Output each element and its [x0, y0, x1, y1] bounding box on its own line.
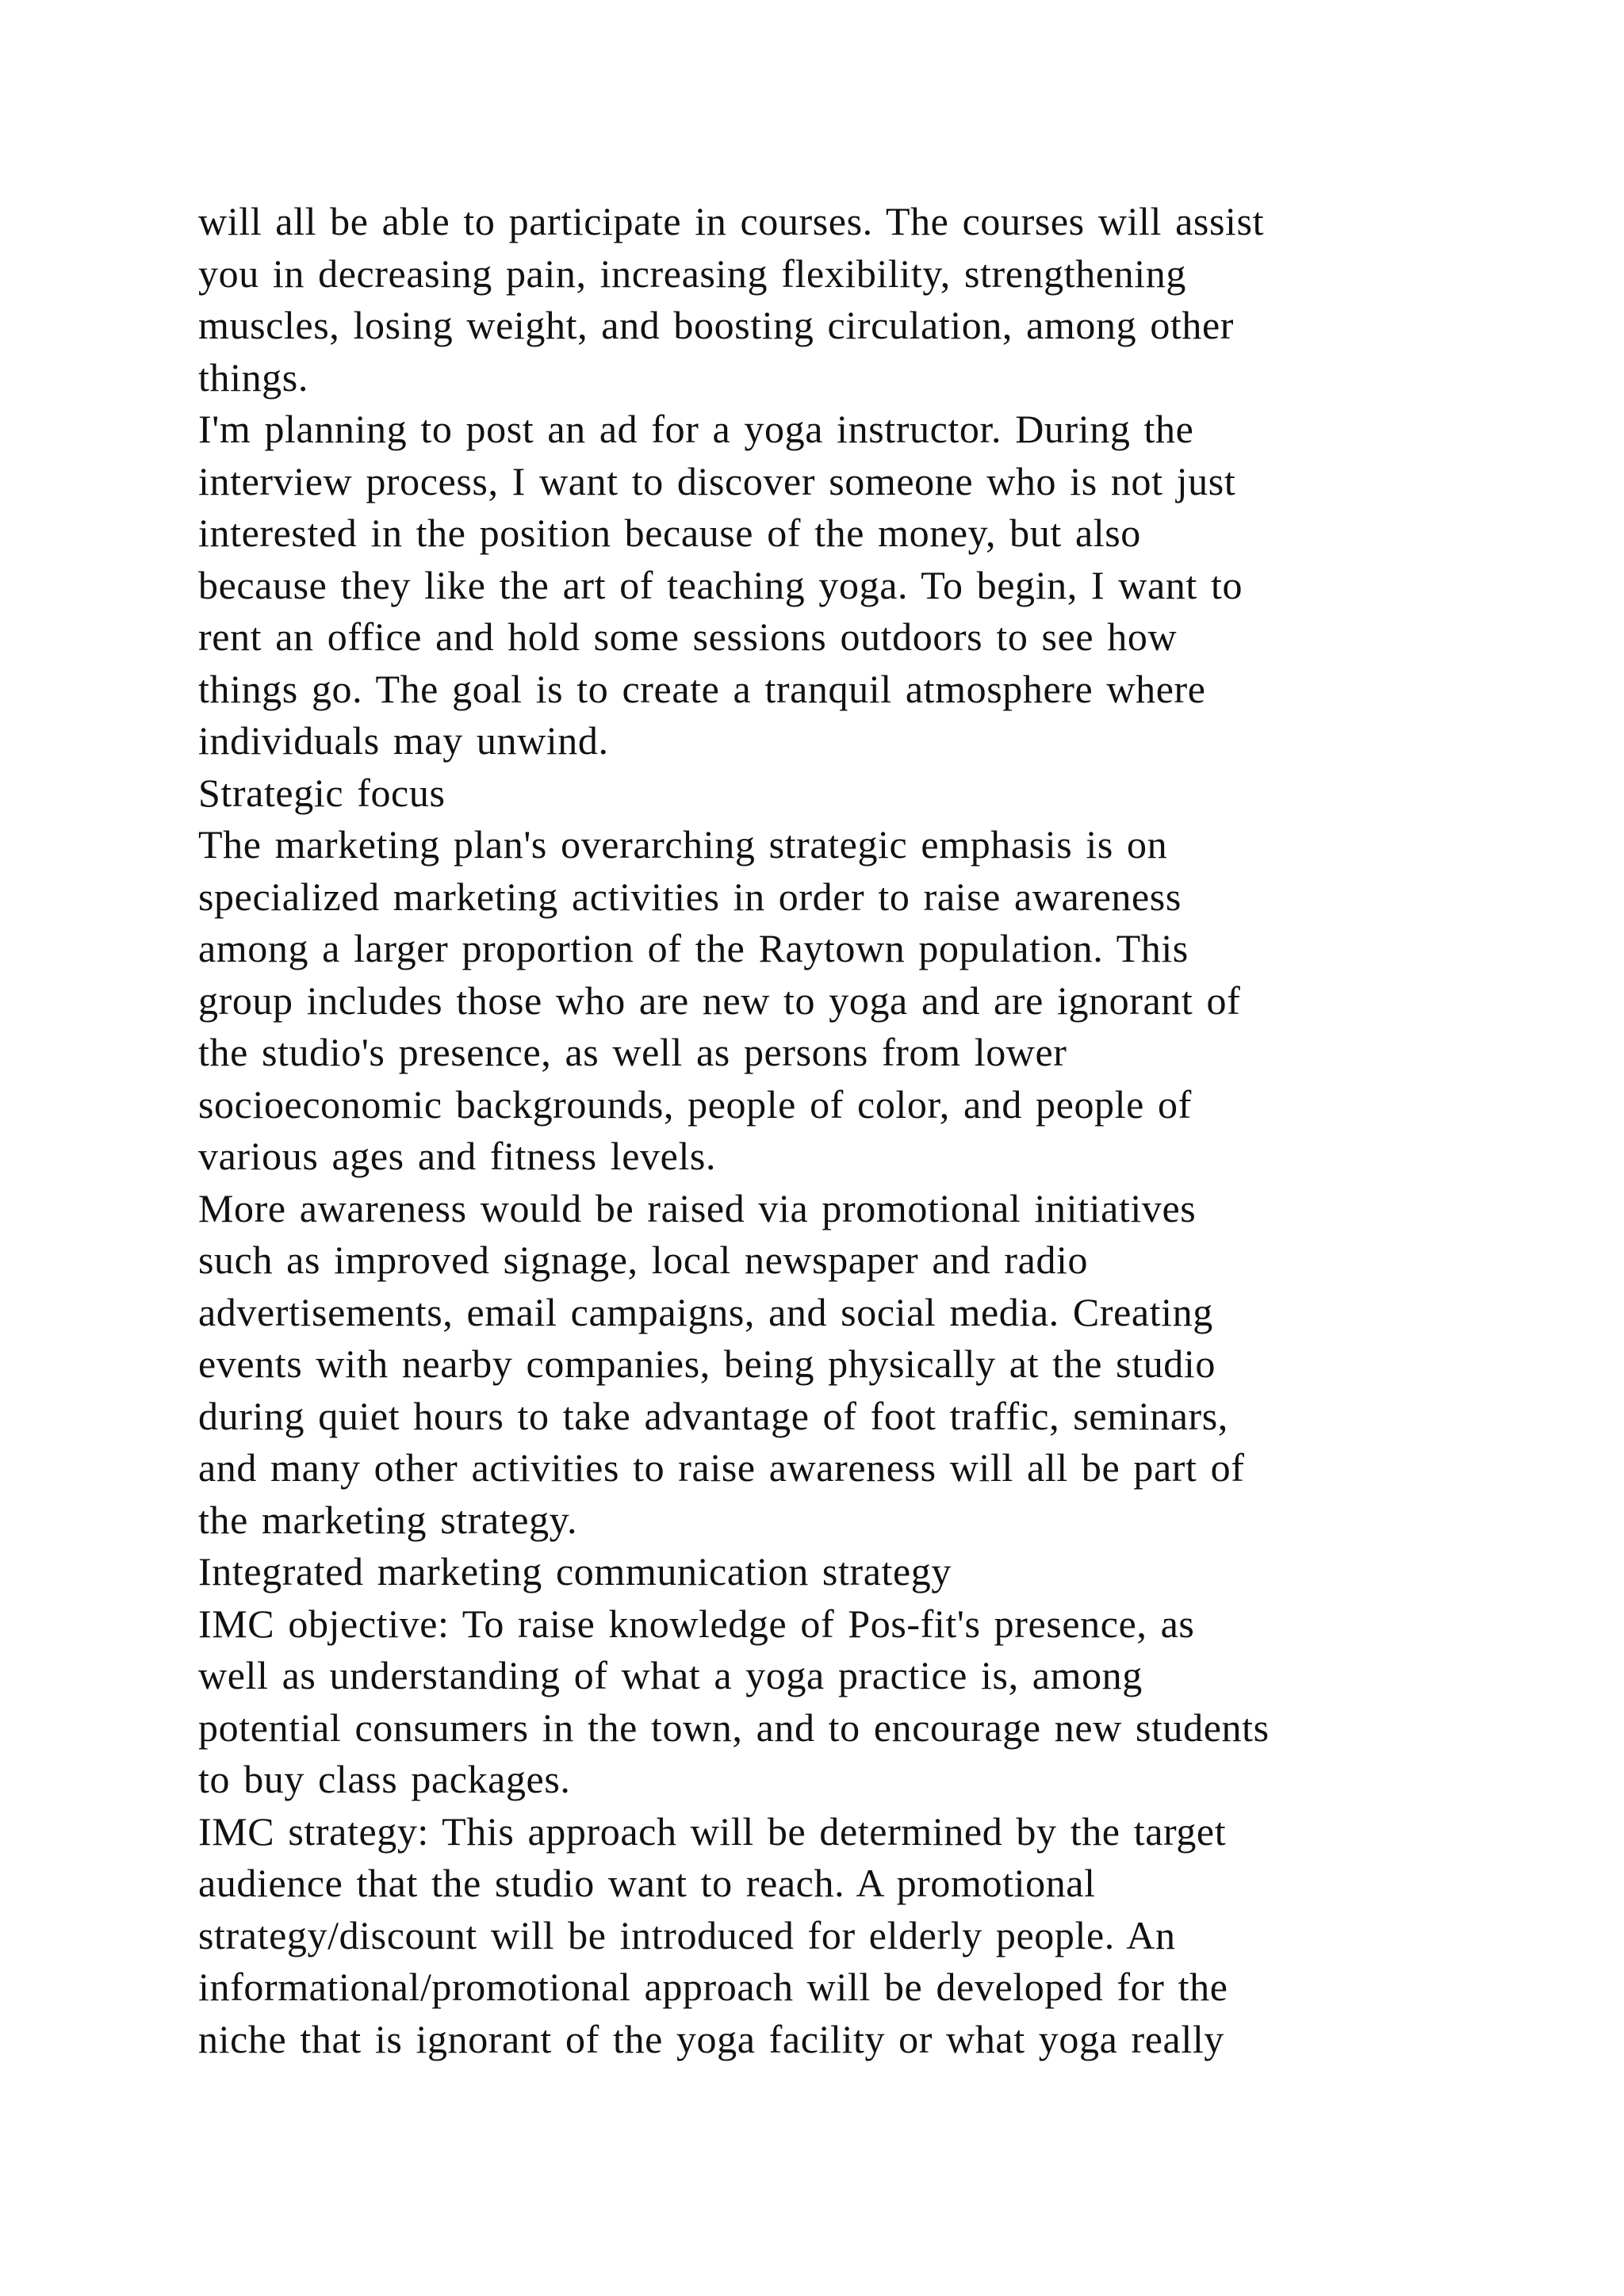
- text-line: various ages and fitness levels.: [198, 1134, 717, 1178]
- text-line: and many other activities to raise awareness will all be part of: [198, 1445, 1245, 1490]
- body-text: [198, 196, 1435, 2065]
- section-heading-imc-strategy: Integrated marketing communication strategy: [198, 1549, 952, 1594]
- text-line: informational/promotional approach will be developed for the: [198, 1965, 1228, 2009]
- text-line: the marketing strategy.: [198, 1497, 578, 1542]
- text-line: More awareness would be raised via promotional initiatives: [198, 1185, 1197, 1230]
- text-line: The marketing plan's overarching strategic emphasis is on: [198, 822, 1168, 867]
- text-line: the studio's presence, as well as persons from lower: [198, 1030, 1067, 1074]
- text-line: muscles, losing weight, and boosting circulation, among other: [198, 303, 1235, 347]
- text-line: niche that is ignorant of the yoga facility or what yoga really: [198, 2016, 1224, 2061]
- text-line: individuals may unwind.: [198, 718, 609, 763]
- text-line: well as understanding of what a yoga practice is, among: [198, 1653, 1143, 1697]
- text-line: you in decreasing pain, increasing flexibility, strengthening: [198, 251, 1186, 296]
- text-line: advertisements, email campaigns, and social media. Creating: [198, 1289, 1213, 1334]
- text-line: to buy class packages.: [198, 1757, 571, 1801]
- text-line: potential consumers in the town, and to encourage new students: [198, 1705, 1270, 1750]
- text-line: IMC strategy: This approach will be determined by the target: [198, 1808, 1227, 1854]
- text-line: IMC objective: To raise knowledge of Pos-fit's presence, as: [198, 1601, 1195, 1646]
- text-line: will all be able to participate in courses. The courses will assist: [198, 199, 1265, 243]
- text-line: things go. The goal is to create a tranquil atmosphere where: [198, 666, 1206, 711]
- text-line: interested in the position because of the money, but also: [198, 511, 1141, 555]
- text-line: I'm planning to post an ad for a yoga instructor. During the: [198, 407, 1194, 451]
- text-line: rent an office and hold some sessions outdoors to see how: [198, 614, 1178, 659]
- text-line: group includes those who are new to yoga and are ignorant of: [198, 978, 1241, 1023]
- text-line: because they like the art of teaching yoga. To begin, I want to: [198, 562, 1243, 607]
- text-line: audience that the studio want to reach. A promotional: [198, 1861, 1096, 1905]
- text-line: events with nearby companies, being physically at the studio: [198, 1341, 1216, 1386]
- text-line: among a larger proportion of the Raytown population. This: [198, 926, 1189, 970]
- section-heading-strategic-focus: Strategic focus: [198, 770, 446, 815]
- text-line: socioeconomic backgrounds, people of color, and people of: [198, 1081, 1192, 1127]
- text-line: during quiet hours to take advantage of foot traffic, seminars,: [198, 1393, 1228, 1438]
- text-line: things.: [198, 354, 308, 400]
- text-line: interview process, I want to discover someone who is not just: [198, 458, 1236, 503]
- text-line: specialized marketing activities in order to raise awareness: [198, 874, 1182, 919]
- text-line: strategy/discount will be introduced for elderly people. An: [198, 1912, 1176, 1957]
- text-line: such as improved signage, local newspaper and radio: [198, 1238, 1089, 1282]
